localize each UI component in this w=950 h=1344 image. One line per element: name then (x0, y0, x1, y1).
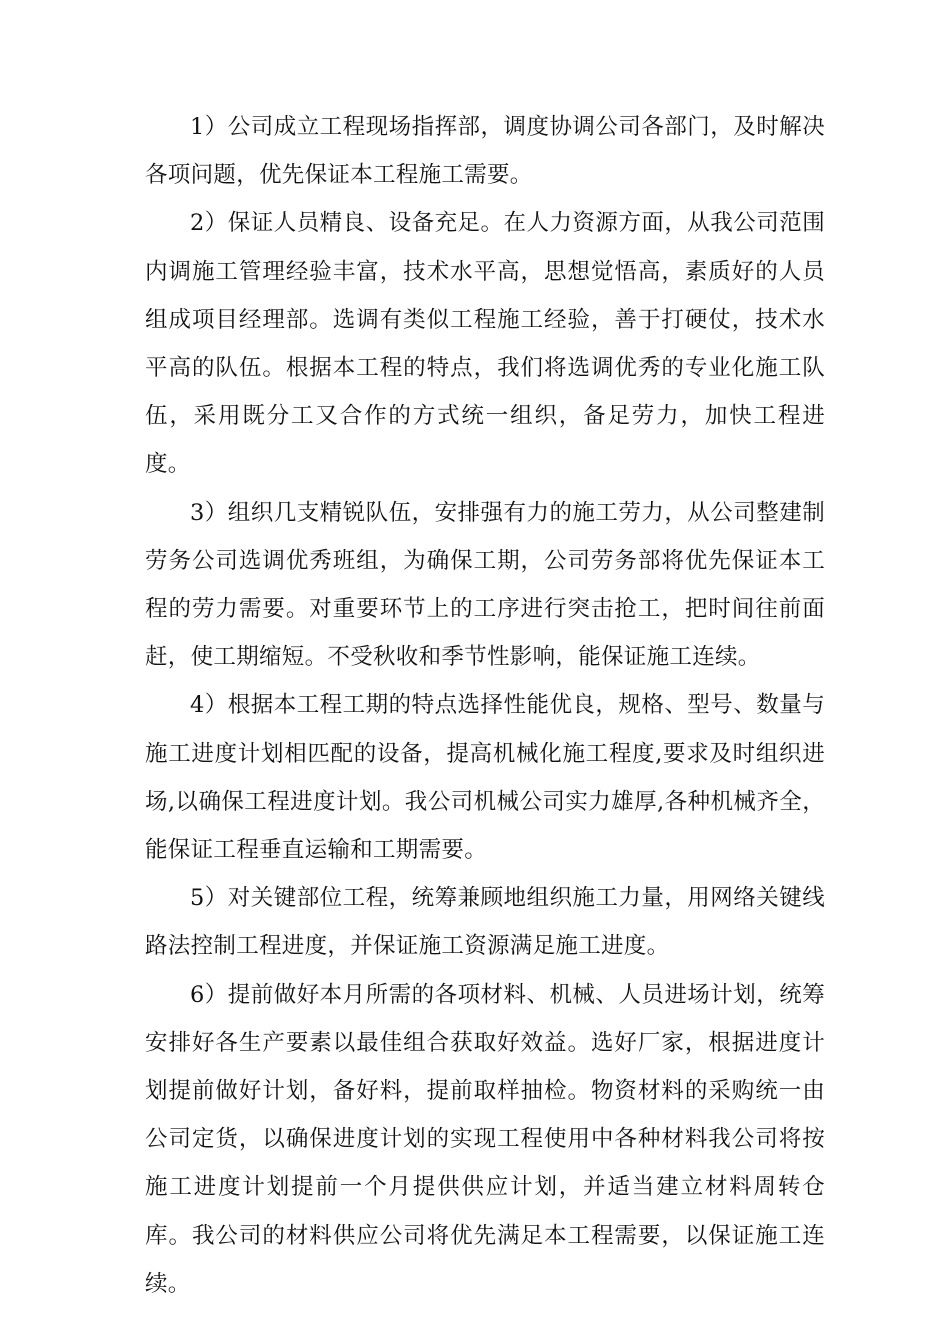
document-body (145, 103, 825, 1308)
paragraph-4: 4）根据本工程工期的特点选择性能优良，规格、型号、数量与施工进度计划相匹配的设备，提高机械化施工程度,要求及时组织进场,以确保工程进度计划。我公司机械公司实力雄厚,各种机械齐全，能保证工程垂直运输和工期需要。 (145, 692, 825, 864)
paragraph-6: 6）提前做好本月所需的各项材料、机械、人员进场计划，统筹安排好各生产要素以最佳组合获取好效益。选好厂家，根据进度计划提前做好计划，备好料，提前取样抽检。物资材料的采购统一由公司定货，以确保进度计划的实现工程使用中各种材料我公司将按施工进度计划提前一个月提供供应计划，并适当建立材料周转仓库。我公司的材料供应公司将优先满足本工程需要，以保证施工连续。 (145, 981, 825, 1297)
paragraph-2: 2）保证人员精良、设备充足。在人力资源方面，从我公司范围内调施工管理经验丰富，技术水平高，思想觉悟高，素质好的人员组成项目经理部。选调有类似工程施工经验，善于打硬仗，技术水平高的队伍。根据本工程的特点，我们将选调优秀的专业化施工队伍，采用既分工又合作的方式统一组织，备足劳力，加快工程进度。 (145, 210, 825, 478)
paragraph-3: 3）组织几支精锐队伍，安排强有力的施工劳力，从公司整建制劳务公司选调优秀班组，为确保工期，公司劳务部将优先保证本工程的劳力需要。对重要环节上的工序进行突击抢工，把时间往前面赶，使工期缩短。不受秋收和季节性影响，能保证施工连续。 (145, 499, 825, 671)
paragraph-5: 5）对关键部位工程，统筹兼顾地组织施工力量，用网络关键线路法控制工程进度，并保证施工资源满足施工进度。 (145, 885, 825, 960)
paragraph-1: 1）公司成立工程现场指挥部，调度协调公司各部门，及时解决各项问题，优先保证本工程施工需要。 (145, 114, 825, 189)
